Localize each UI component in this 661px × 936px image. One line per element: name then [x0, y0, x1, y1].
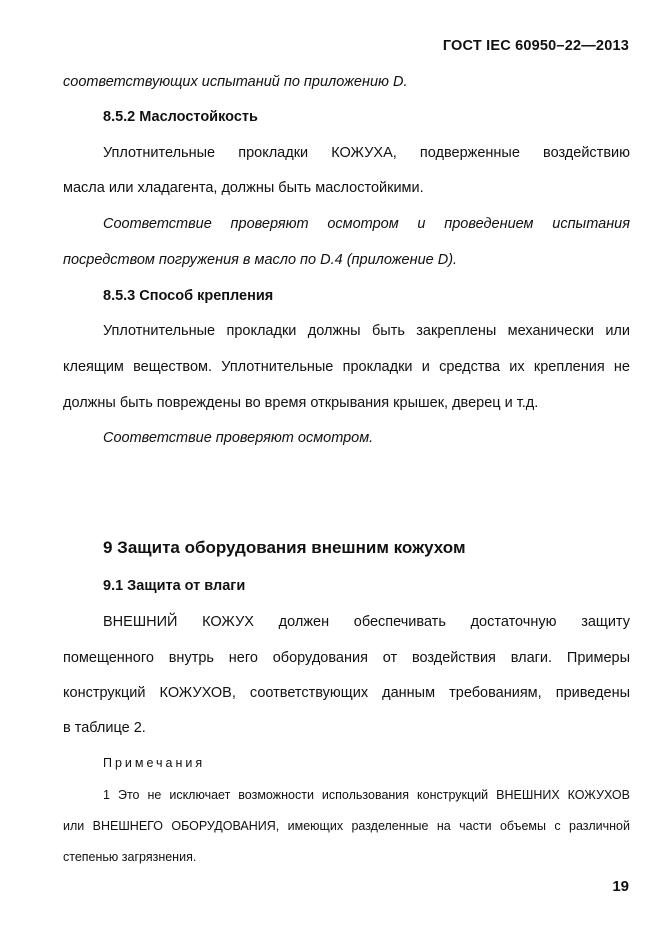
paragraph-line: клеящим веществом. Уплотнительные прокладки и средства их крепления не [63, 359, 630, 375]
paragraph-line: Уплотнительные прокладки КОЖУХА, подверженные воздействию [103, 145, 630, 161]
note-line: степенью загрязнения. [63, 850, 197, 864]
note-line: 1 Это не исключает возможности использования конструкций ВНЕШНИХ КОЖУХОВ [103, 788, 630, 802]
paragraph-line: Соответствие проверяют осмотром и проведением испытания [103, 216, 630, 232]
paragraph-line: масла или хладагента, должны быть маслостойкими. [63, 180, 424, 196]
paragraph-line: Соответствие проверяют осмотром. [103, 430, 374, 446]
paragraph-line: в таблице 2. [63, 720, 146, 736]
subsection-heading-9-1: 9.1 Защита от влаги [103, 578, 246, 594]
paragraph-line: конструкций КОЖУХОВ, соответствующих данным требованиям, приведены [63, 685, 630, 701]
paragraph-line: должны быть повреждены во время открывания крышек, дверец и т.д. [63, 395, 539, 411]
subsection-heading-8-5-2: 8.5.2 Маслостойкость [103, 109, 258, 125]
paragraph-line: Уплотнительные прокладки должны быть закреплены механически или [103, 323, 630, 339]
paragraph-line: ВНЕШНИЙ КОЖУХ должен обеспечивать достаточную защиту [103, 614, 630, 630]
paragraph-line: посредством погружения в масло по D.4 (приложение D). [63, 252, 458, 268]
subsection-heading-8-5-3: 8.5.3 Способ крепления [103, 288, 274, 304]
notes-title: Примечания [103, 756, 206, 770]
paragraph-line: соответствующих испытаний по приложению D. [63, 74, 408, 90]
note-line: или ВНЕШНЕГО ОБОРУДОВАНИЯ, имеющих разделенные на части объемы с различной [63, 819, 630, 833]
page-number: 19 [612, 878, 629, 895]
section-heading-9: 9 Защита оборудования внешним кожухом [103, 538, 466, 557]
paragraph-line: помещенного внутрь него оборудования от воздействия влаги. Примеры [63, 650, 630, 666]
document-header: ГОСТ IEC 60950–22—2013 [442, 38, 629, 54]
